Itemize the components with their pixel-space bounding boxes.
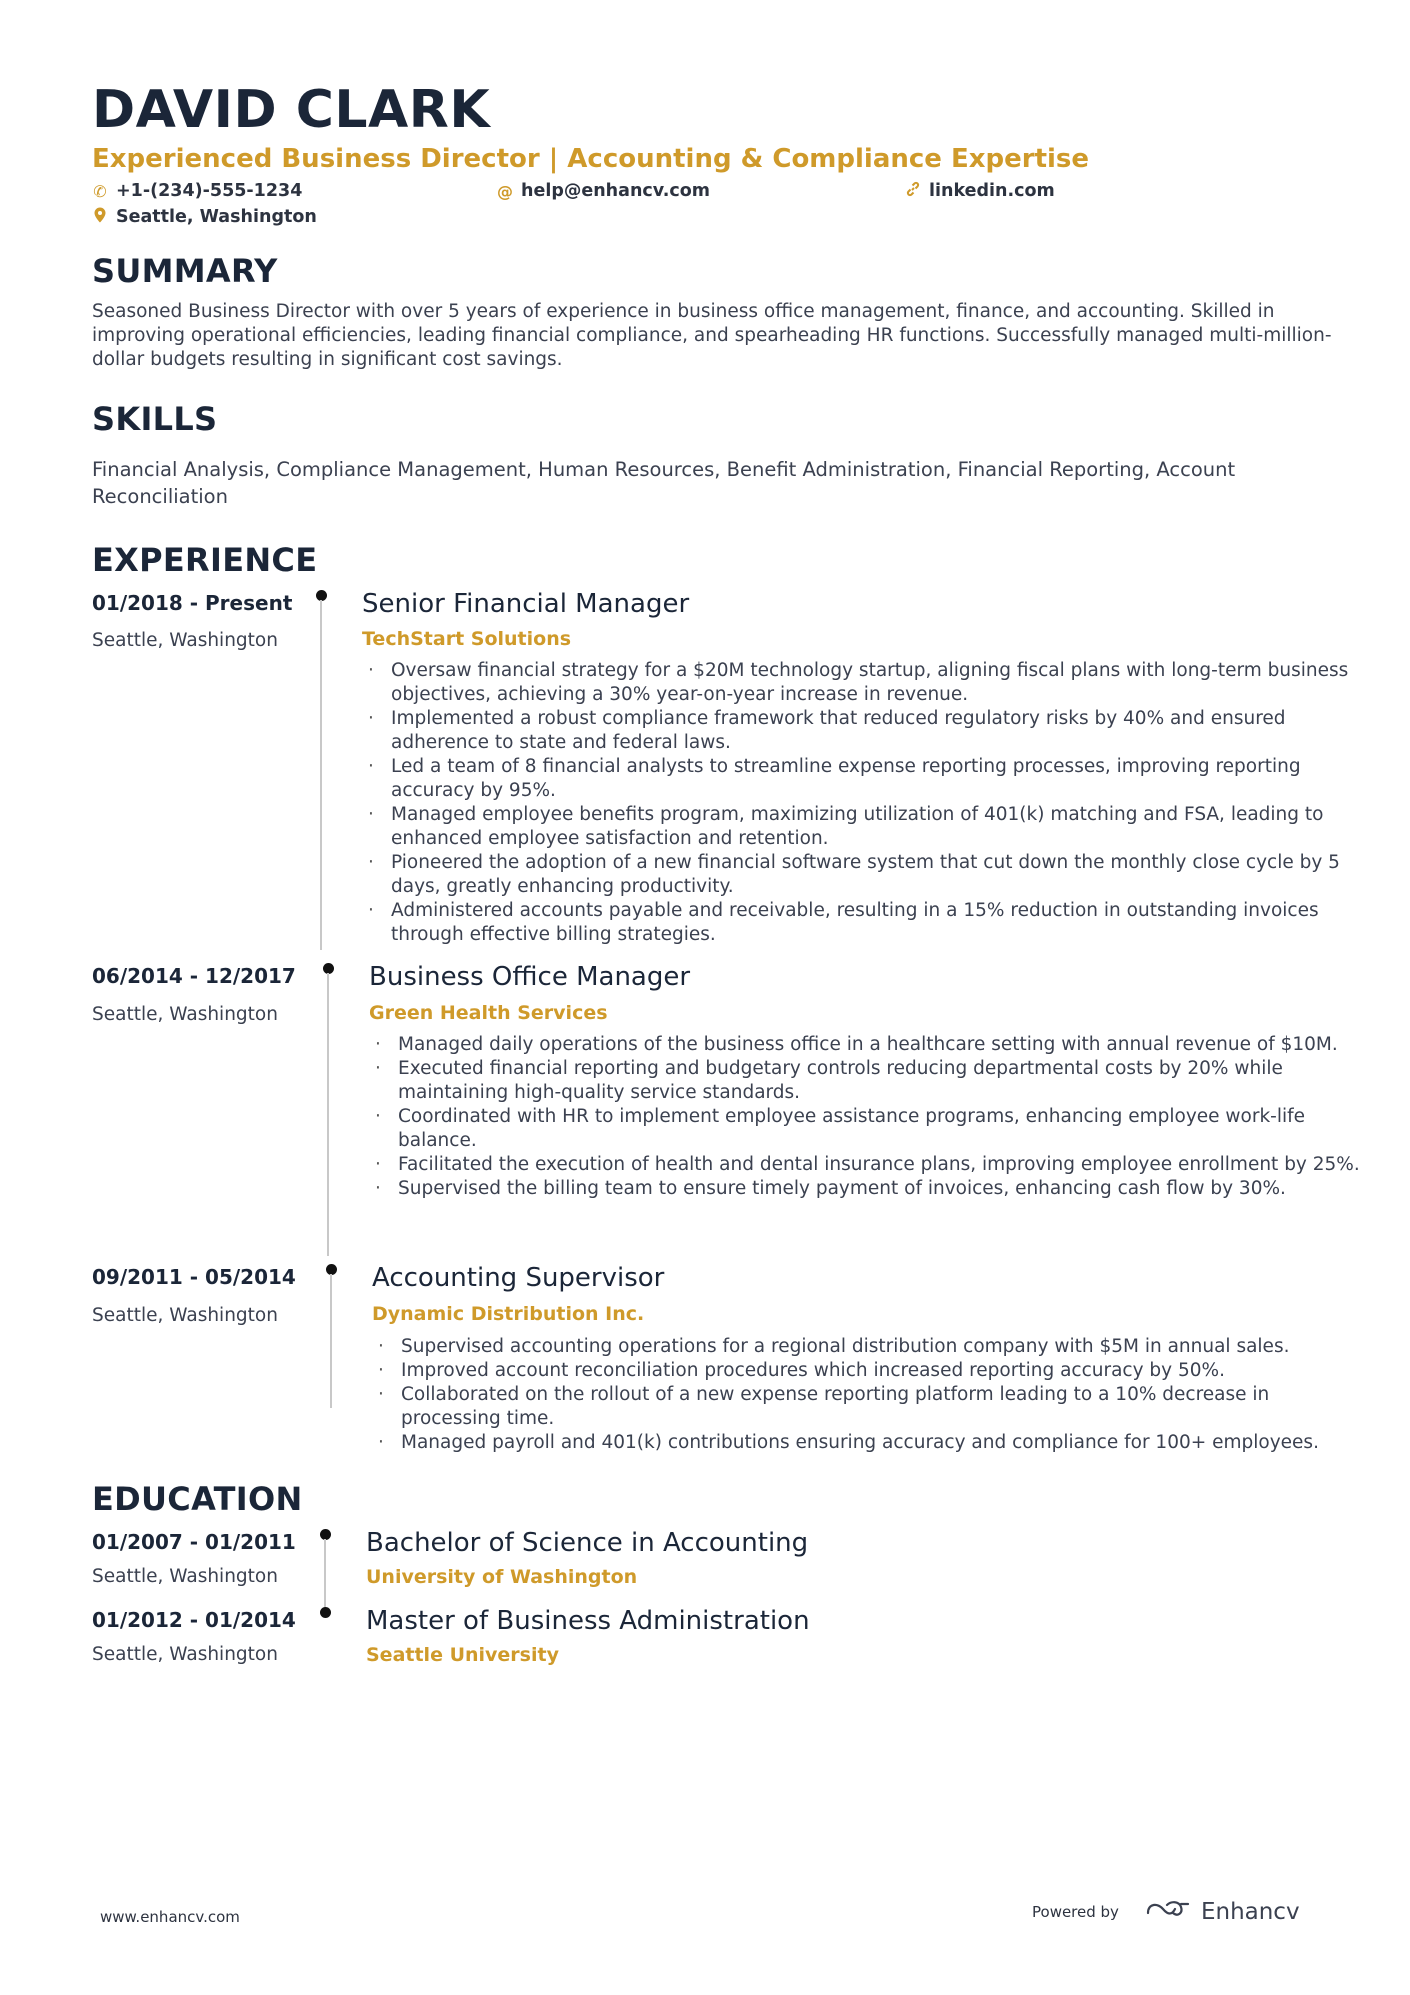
link-icon [905, 181, 921, 201]
contact-location [92, 207, 317, 227]
list-item: · Pioneered the adoption of a new financial software system that cut down the monthly close cycle by 5 days, greatly enhancing productivity. [362, 851, 1362, 899]
footer-branding [1032, 1898, 1300, 1926]
email-text[interactable]: help@enhancv.com [521, 181, 711, 201]
education-date: 01/2007 - 01/2011 [92, 1530, 296, 1554]
summary-title: SUMMARY [92, 252, 278, 290]
job-title: Business Office Manager [369, 962, 691, 992]
list-item: · Administered accounts payable and receivable, resulting in a 15% reduction in outstanding invoices through effective billing strategies. [362, 899, 1362, 947]
education-location: Seattle, Washington [92, 1644, 278, 1665]
contact-phone [92, 181, 302, 201]
job-title: Accounting Supervisor [372, 1263, 665, 1293]
list-item: · Improved account reconciliation procedures which increased reporting accuracy by 50%. [372, 1359, 1362, 1383]
list-item: · Supervised the billing team to ensure timely payment of invoices, enhancing cash flow by 30%. [369, 1177, 1362, 1201]
timeline-dot [320, 1607, 331, 1618]
education-degree: Master of Business Administration [366, 1606, 810, 1636]
job-date: 09/2011 - 05/2014 [92, 1265, 296, 1289]
list-item: · Oversaw financial strategy for a $20M technology startup, aligning fiscal plans with long-term business objectives, achieving a 30% year-on-year increase in revenue. [362, 659, 1362, 707]
list-item: · Implemented a robust compliance framework that reduced regulatory risks by 40% and ensured adherence to state and federal laws. [362, 707, 1362, 755]
candidate-name: DAVID CLARK [92, 80, 491, 140]
job-location: Seattle, Washington [92, 630, 278, 651]
list-item: · Collaborated on the rollout of a new expense reporting platform leading to a 10% decrease in processing time. [372, 1383, 1362, 1431]
list-item: · Led a team of 8 financial analysts to streamline expense reporting processes, improving reporting accuracy by 95%. [362, 755, 1362, 803]
list-item: · Managed daily operations of the business office in a healthcare setting with annual revenue of $10M. [369, 1033, 1362, 1057]
enhancv-logo-text: Enhancv [1200, 1899, 1300, 1925]
list-item: · Facilitated the execution of health and dental insurance plans, improving employee enrollment by 25%. [369, 1153, 1362, 1177]
education-school: University of Washington [366, 1566, 638, 1588]
job-location: Seattle, Washington [92, 1004, 278, 1025]
enhancv-logo-icon [1145, 1898, 1191, 1926]
enhancv-logo[interactable] [1145, 1898, 1300, 1926]
phone-text: +1-(234)-555-1234 [116, 181, 303, 201]
job-bullets [362, 659, 1362, 947]
experience-title: EXPERIENCE [92, 541, 318, 579]
job-company: Green Health Services [369, 1002, 608, 1024]
location-text: Seattle, Washington [116, 207, 317, 227]
job-bullets [369, 1033, 1362, 1201]
list-item: · Executed financial reporting and budgetary controls reducing departmental costs by 20% while maintaining high-quality service standards. [369, 1057, 1362, 1105]
summary-text: Seasoned Business Director with over 5 years of experience in business office management, finance, and accounting. Skilled in improving operational efficiencies, leading financial compliance, and spearheading HR functions. Successfully managed multi-million-dollar budgets resulting in significant cost savings. [92, 301, 1332, 370]
powered-by-label: Powered by [1032, 1903, 1119, 1921]
at-icon: @ [497, 181, 513, 201]
education-title: EDUCATION [92, 1480, 303, 1518]
list-item: · Managed employee benefits program, maximizing utilization of 401(k) matching and FSA, leading to enhanced employee satisfaction and retention. [362, 803, 1362, 851]
location-pin-icon [92, 207, 108, 227]
timeline-line [327, 973, 329, 1256]
footer-website[interactable]: www.enhancv.com [100, 1908, 240, 1926]
list-item: · Supervised accounting operations for a regional distribution company with $5M in annual sales. [372, 1335, 1362, 1359]
phone-icon: ✆ [93, 181, 107, 201]
candidate-tagline: Experienced Business Director | Accounting & Compliance Expertise [92, 144, 1090, 174]
job-date: 01/2018 - Present [92, 591, 293, 615]
timeline-line [320, 600, 322, 950]
job-location: Seattle, Washington [92, 1305, 278, 1326]
timeline-line [324, 1539, 326, 1616]
education-degree: Bachelor of Science in Accounting [366, 1528, 809, 1558]
job-company: Dynamic Distribution Inc. [372, 1303, 645, 1325]
contact-linkedin[interactable] [905, 181, 1055, 201]
job-date: 06/2014 - 12/2017 [92, 964, 296, 988]
contact-email[interactable] [497, 181, 710, 201]
job-bullets [372, 1335, 1362, 1455]
skills-text: Financial Analysis, Compliance Management, Human Resources, Benefit Administration, Financial Reporting, Account Reconciliation [92, 458, 1236, 508]
timeline-line [330, 1274, 332, 1408]
education-date: 01/2012 - 01/2014 [92, 1608, 296, 1632]
linkedin-text[interactable]: linkedin.com [929, 181, 1055, 201]
job-title: Senior Financial Manager [362, 589, 690, 619]
skills-title: SKILLS [92, 400, 218, 438]
education-school: Seattle University [366, 1644, 559, 1666]
list-item: · Managed payroll and 401(k) contributions ensuring accuracy and compliance for 100+ employees. [372, 1431, 1362, 1455]
job-company: TechStart Solutions [362, 628, 572, 650]
education-location: Seattle, Washington [92, 1566, 278, 1587]
list-item: · Coordinated with HR to implement employee assistance programs, enhancing employee work-life balance. [369, 1105, 1362, 1153]
